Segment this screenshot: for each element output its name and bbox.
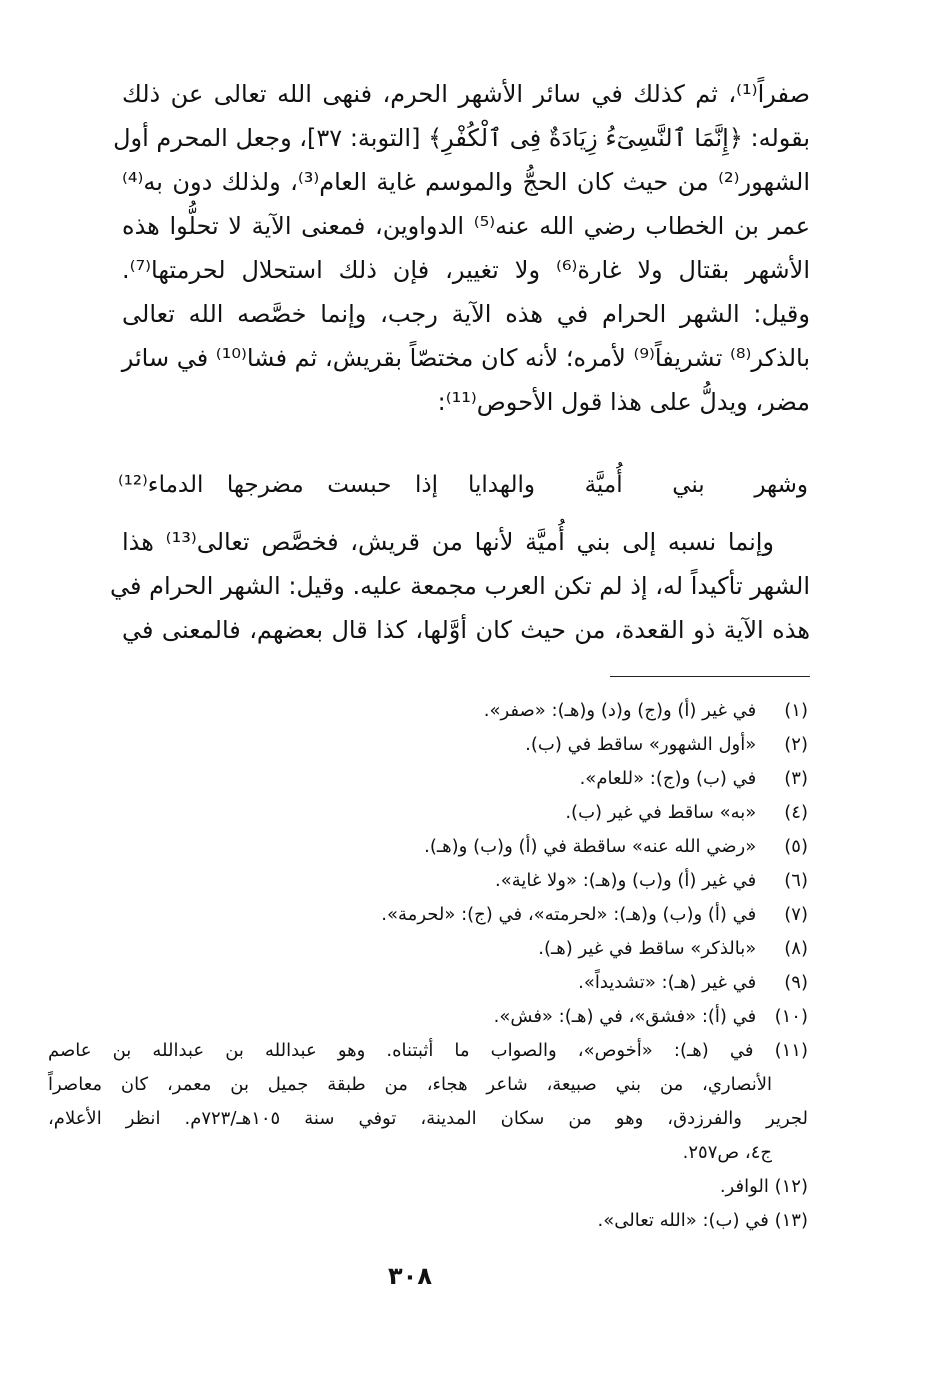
text-line: الأشهر بقتال ولا غارة⁽⁶⁾ ولا تغيير، فإن ذلك استحلال لحرمتها⁽⁷⁾. bbox=[122, 256, 811, 284]
footnote-text: الوافر. bbox=[719, 1176, 769, 1197]
footnote-number: (٢) bbox=[784, 734, 808, 755]
footnote-number: (٤) bbox=[784, 802, 808, 823]
text-line: هذه الآية ذو القعدة، من حيث كان أوَّلها، كذا قال بعضهم، فالمعنى في bbox=[122, 616, 810, 644]
main-text bbox=[113, 72, 811, 424]
footnote-line: ج٤، ص٢٥٧. bbox=[682, 1142, 772, 1163]
footnote-number: (٦) bbox=[784, 870, 808, 891]
verse-first-hemistich: وشهر بني أُميَّة والهدايا bbox=[468, 472, 808, 498]
text-line: بقوله: ﴿إِنَّمَا ٱلنَّسِىٓءُ زِيَادَةٌ فِى ٱلْكُفْرِ﴾ [التوبة: ٣٧]، وجعل المحرم أول bbox=[113, 124, 810, 152]
footnote-text: في (هـ): «أخوص»، والصواب ما أثبتناه. وهو عبدالله بن عبدالله بن عاصم bbox=[48, 1040, 754, 1061]
footnote bbox=[48, 728, 808, 762]
footnote-text: في غير (أ) و(ج) و(د) و(هـ): «صفر». bbox=[483, 700, 757, 721]
text-line: وقيل: الشهر الحرام في هذه الآية رجب، وإنما خصَّصه الله تعالى bbox=[122, 300, 810, 328]
footnote bbox=[48, 694, 808, 728]
footnote-text: «أول الشهور» ساقط في (ب). bbox=[525, 734, 757, 755]
footnote-text: في (أ): «فشق»، في (هـ): «فش». bbox=[493, 1006, 757, 1027]
footnote-text: في غير (هـ): «تشديداً». bbox=[578, 972, 757, 993]
footnotes bbox=[48, 694, 808, 1238]
footnote bbox=[48, 1170, 808, 1204]
footnote-number: (٩) bbox=[784, 972, 808, 993]
footnote bbox=[48, 762, 808, 796]
footnote-text: في غير (أ) و(ب) و(هـ): «ولا غاية». bbox=[494, 870, 757, 891]
footnote bbox=[48, 796, 808, 830]
footnote-number: (١٢) bbox=[774, 1176, 808, 1197]
verse-second-hemistich: إذا حبست مضرجها الدماء⁽¹²⁾ bbox=[118, 472, 438, 498]
text-line: صفراً⁽¹⁾، ثم كذلك في سائر الأشهر الحرم، فنهى الله تعالى عن ذلك bbox=[122, 80, 810, 108]
footnote-number: (١١) bbox=[774, 1040, 808, 1061]
footnote-text: في (ب): «الله تعالى». bbox=[597, 1210, 769, 1231]
footnote-number: (٣) bbox=[784, 768, 808, 789]
text-line: عمر بن الخطاب رضي الله عنه⁽⁵⁾ الدواوين، فمعنى الآية لا تحلُّوا هذه bbox=[122, 212, 811, 240]
footnote-text: في (ب) و(ج): «للعام». bbox=[579, 768, 757, 789]
footnote-line: لجرير والفرزدق، وهو من سكان المدينة، توفي سنة ١٠٥هـ/٧٢٣م. انظر الأعلام، bbox=[48, 1108, 809, 1129]
footnote-number: (١٠) bbox=[774, 1006, 808, 1027]
footnote-text: «بالذكر» ساقط في غير (هـ). bbox=[538, 938, 757, 959]
footnote-number: (١٣) bbox=[774, 1210, 808, 1231]
text-line: الشهور⁽²⁾ من حيث كان الحجُّ والموسم غاية العام⁽³⁾، ولذلك دون به⁽⁴⁾ bbox=[122, 168, 810, 196]
footnote bbox=[48, 966, 808, 1000]
footnote bbox=[48, 898, 808, 932]
footnote bbox=[48, 1000, 808, 1034]
footnote-text: «به» ساقط في غير (ب). bbox=[565, 802, 757, 823]
text-line: بالذكر⁽⁸⁾ تشريفاً⁽⁹⁾ لأمره؛ لأنه كان مختصّاً بقريش، ثم فشا⁽¹⁰⁾ في سائر bbox=[121, 344, 810, 372]
footnote-text: في (أ) و(ب) و(هـ): «لحرمته»، في (ج): «لحرمة». bbox=[381, 904, 757, 925]
footnote bbox=[48, 932, 808, 966]
text-line: مضر، ويدلُّ على هذا قول الأحوص⁽¹¹⁾: bbox=[437, 388, 810, 416]
main-text-continued bbox=[110, 520, 810, 652]
footnote bbox=[48, 864, 808, 898]
poetry-verse bbox=[118, 460, 808, 510]
page-number: ٣٠٨ bbox=[388, 1262, 432, 1290]
footnote-number: (٨) bbox=[784, 938, 808, 959]
footnote-line bbox=[48, 1034, 808, 1068]
text-line: الشهر تأكيداً له، إذ لم تكن العرب مجمعة عليه. وقيل: الشهر الحرام في bbox=[110, 572, 810, 600]
footnote-number: (٥) bbox=[784, 836, 808, 857]
footnote bbox=[48, 1204, 808, 1238]
footnote bbox=[48, 830, 808, 864]
text-line: وإنما نسبه إلى بني أُميَّة لأنها من قريش، فخصَّص تعالى⁽¹³⁾ هذا bbox=[122, 528, 775, 556]
footnote-number: (٧) bbox=[784, 904, 808, 925]
footnote-long bbox=[48, 1034, 808, 1170]
footnote-separator bbox=[610, 676, 810, 677]
footnote-text: «رضي الله عنه» ساقطة في (أ) و(ب) و(هـ). bbox=[424, 836, 757, 857]
footnote-line: الأنصاري، من بني صبيعة، شاعر هجاء، من طبقة جميل بن معمر، كان معاصراً bbox=[48, 1074, 772, 1095]
footnote-number: (١) bbox=[784, 700, 808, 721]
